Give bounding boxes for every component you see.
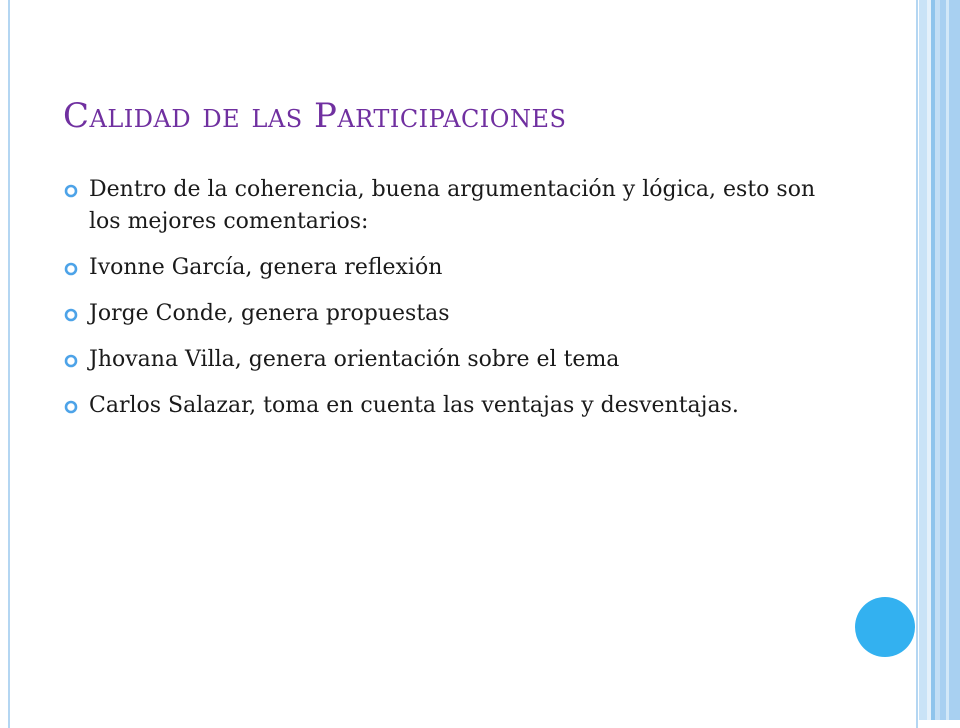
bullet-text: Jhovana Villa, genera orientación sobre el tema (89, 347, 620, 372)
decorative-stripe (940, 0, 960, 720)
bullet-list (60, 174, 840, 436)
slide-title: Calidad de las Participaciones (63, 96, 567, 136)
ring-bullet-icon (60, 180, 82, 202)
bullet-text: Carlos Salazar, toma en cuenta las ventajas y desventajas. (89, 393, 739, 418)
list-item (60, 174, 840, 238)
bullet-text: Dentro de la coherencia, buena argumentación y lógica, esto son los mejores comentarios: (89, 177, 816, 234)
ring-bullet-icon (60, 350, 82, 372)
list-item (60, 298, 840, 330)
bullet-text: Ivonne García, genera reflexión (89, 255, 443, 280)
bullet-text: Jorge Conde, genera propuestas (89, 301, 450, 326)
decorative-stripe (919, 0, 927, 720)
ring-bullet-icon (60, 258, 82, 280)
list-item (60, 344, 840, 376)
ring-bullet-icon (60, 304, 82, 326)
decorative-stripe (946, 0, 949, 720)
list-item (60, 390, 840, 422)
list-item (60, 252, 840, 284)
accent-circle (855, 597, 915, 657)
ring-bullet-icon (60, 396, 82, 418)
